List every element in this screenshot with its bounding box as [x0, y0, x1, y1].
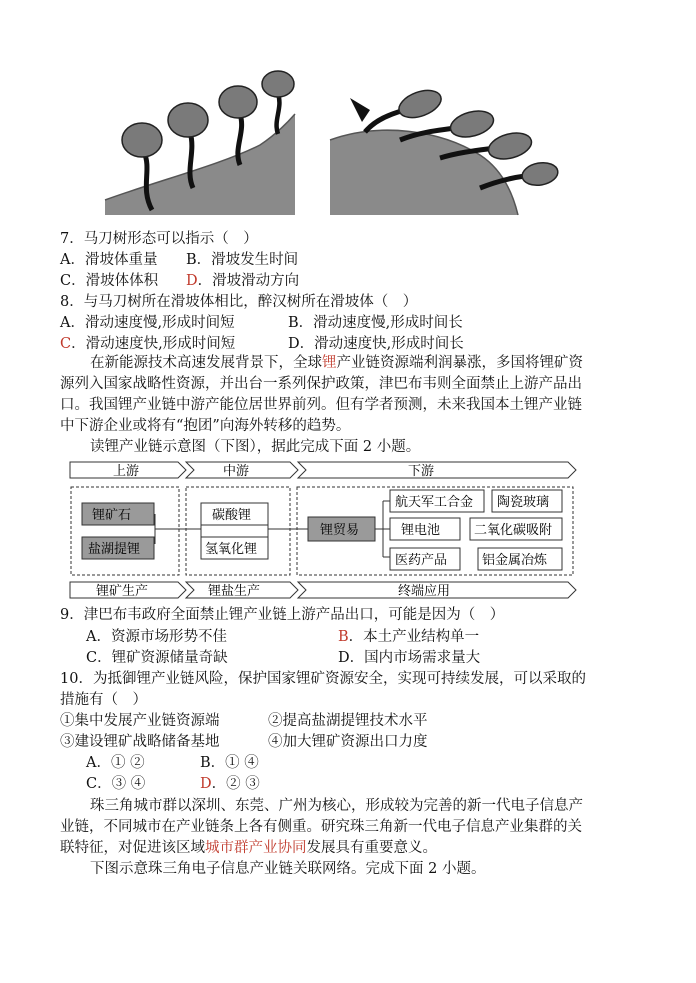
- down-item-medicine: 医药产品: [395, 553, 448, 568]
- q9-option-a: A．资源市场形势不佳: [86, 629, 227, 645]
- mid-item-carbonate: 碳酸锂: [212, 508, 252, 523]
- q9-option-d: D．国内市场需求量大: [338, 650, 481, 666]
- q9-option-c: C．锂矿资源储量奇缺: [86, 650, 228, 666]
- lithium-chain-diagram: [68, 460, 580, 606]
- down-item-battery: 锂电池: [401, 523, 441, 538]
- down-item-aerospace: 航天军工合金: [395, 495, 474, 510]
- q7-option-b: B．滑坡发生时间: [186, 252, 299, 268]
- q9-option-b: B．本土产业结构单一: [338, 629, 480, 645]
- prd-passage: 珠三角城市群以深圳、东莞、广州为核心，形成较为完善的新一代电子信息产 业链，不同城市在产业链条上各有侧重。研究珠三角新一代电子信息产业集群的关 联特征，对促进该区域城市群产业协同发展具有重要意义。 下图示意珠三角电子信息产业链关联网络。完成下面 2 小题。: [60, 798, 583, 877]
- stage-midstream: 中游: [223, 464, 250, 479]
- trade-item: 锂贸易: [320, 523, 360, 538]
- q10-opt3: ③建设锂矿战略储备基地: [60, 734, 220, 750]
- bottom-stage-down: 终端应用: [398, 584, 451, 599]
- q10-option-c: C．③ ④: [86, 776, 146, 792]
- bottom-stage-mid: 锂盐生产: [208, 584, 261, 599]
- q10-option-a: A．① ②: [86, 755, 145, 771]
- down-item-aluminium: 铝金属冶炼: [482, 553, 548, 568]
- q8-option-b: B．滑动速度慢,形成时间长: [288, 315, 463, 331]
- q10-stem-line1: 10．为抵御锂产业链风险，保护国家锂矿资源安全，实现可持续发展，可以采取的: [60, 671, 586, 687]
- stage-upstream: 上游: [113, 464, 140, 479]
- down-item-ceramic: 陶瓷玻璃: [497, 495, 550, 510]
- q8-option-c: C．滑动速度快,形成时间短: [60, 336, 236, 352]
- bottom-stage-up: 锂矿生产: [96, 584, 149, 599]
- q10-stem-line2: 措施有（ ）: [60, 692, 147, 708]
- down-item-co2: 二氧化碳吸附: [474, 523, 553, 538]
- q8-stem: 8．与马刀树所在滑坡体相比，醉汉树所在滑坡体（ ）: [60, 294, 418, 310]
- q7-option-c: C．滑坡体体积: [60, 273, 159, 289]
- q10-option-d: D．② ③: [200, 776, 260, 792]
- q8-option-a: A．滑动速度慢,形成时间短: [60, 315, 235, 331]
- q8-option-d: D．滑动速度快,形成时间长: [288, 336, 464, 352]
- slope-trees-figure: [100, 70, 560, 220]
- q7-option-a: A．滑坡体重量: [60, 252, 158, 268]
- up-item-brine: 盐湖提锂: [88, 542, 141, 557]
- mid-item-hydroxide: 氢氧化锂: [205, 542, 258, 557]
- q10-opt1: ①集中发展产业链资源端: [60, 713, 220, 729]
- q10-option-b: B．① ④: [200, 755, 259, 771]
- q7-stem: 7．马刀树形态可以指示（ ）: [60, 231, 258, 247]
- drunken-tree-panel: [330, 85, 560, 215]
- q10-opt2: ②提高盐湖提锂技术水平: [268, 713, 428, 729]
- up-item-ore: 锂矿石: [92, 508, 132, 523]
- q7-option-d: D．滑坡滑动方向: [186, 273, 300, 289]
- saber-tree-panel: [105, 71, 295, 215]
- stage-downstream: 下游: [408, 464, 435, 479]
- q9-stem: 9．津巴布韦政府全面禁止锂产业链上游产品出口，可能是因为（ ）: [60, 607, 505, 623]
- q10-opt4: ④加大锂矿资源出口力度: [268, 734, 428, 750]
- lithium-passage: 在新能源技术高速发展背景下，全球锂产业链资源端利润暴涨，多国将锂矿资 源列入国家战略性资源，并出台一系列保护政策，津巴布韦则全面禁止上游产品出 口。我国锂产业链中游产能位居世界前列。但有学者预测，未来我国本土锂产业链 中下游企业或将有“抱团”向海外转移的趋势。 读锂产业链示意图（下图），据此完成下面 2 小题。: [60, 355, 583, 455]
